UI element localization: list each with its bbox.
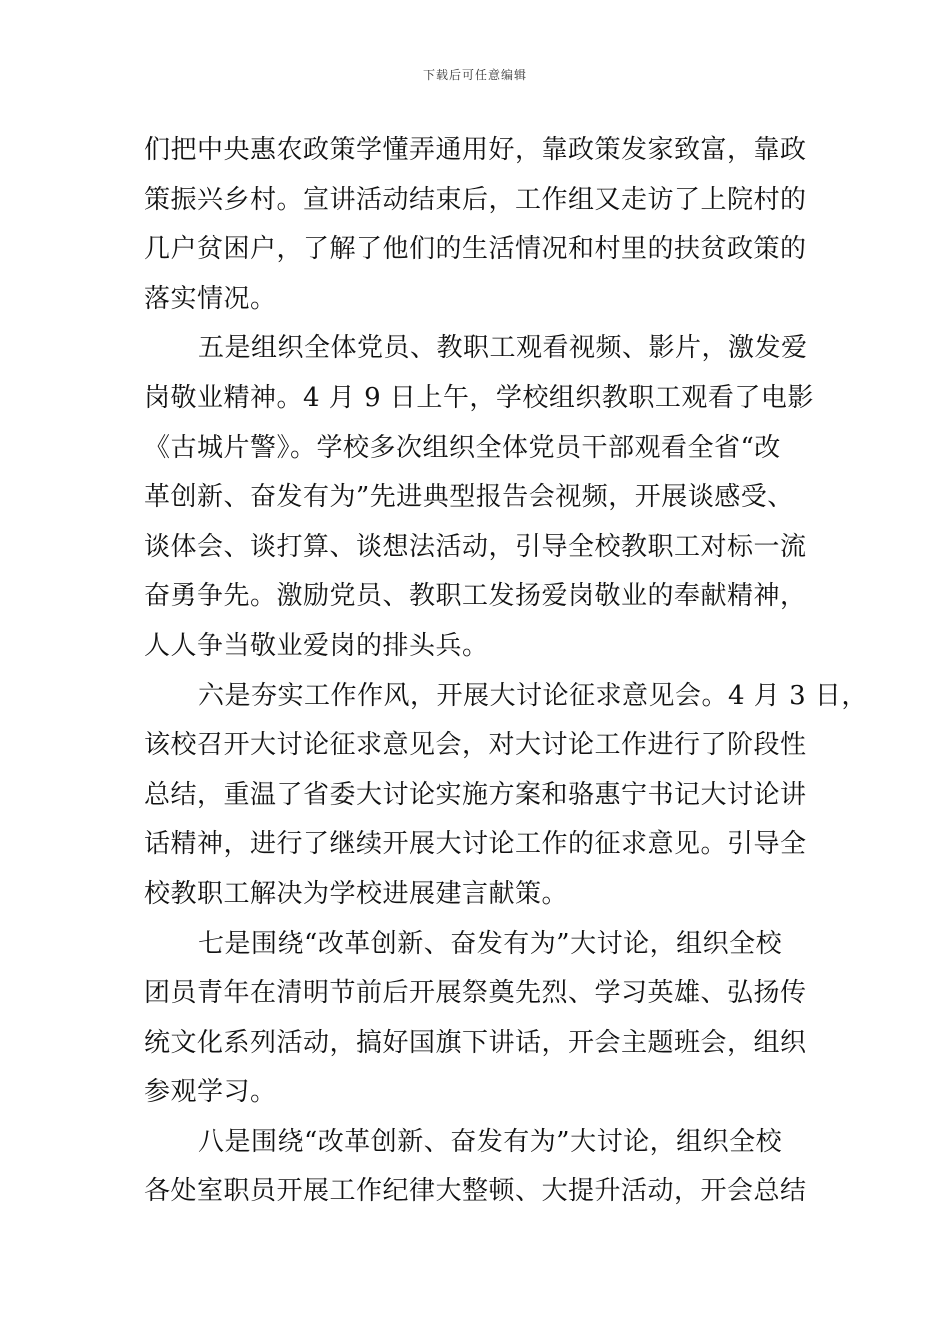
text-line: 话精神，进行了继续开展大讨论工作的征求意见。引导全 xyxy=(144,829,807,860)
text-line: 岗敬业精神。4 月 9 日上午，学校组织教职工观看了电影 xyxy=(144,382,814,413)
text-line: 几户贫困户，了解了他们的生活情况和村里的扶贫政策的 xyxy=(144,234,807,265)
text-line: 团员青年在清明节前后开展祭奠先烈、学习英雄、弘扬传 xyxy=(144,978,807,1009)
text-line: 们把中央惠农政策学懂弄通用好，靠政策发家致富，靠政 xyxy=(144,135,807,165)
text-line: 革创新、奋发有为”先进典型报告会视频，开展谈感受、 xyxy=(144,482,794,513)
text-line: 该校召开大讨论征求意见会，对大讨论工作进行了阶段性 xyxy=(144,730,807,761)
text-line: 谈体会、谈打算、谈想法活动，引导全校教职工对标一流 xyxy=(144,531,807,562)
text-line: 策振兴乡村。宣讲活动结束后，工作组又走访了上院村的 xyxy=(144,184,807,215)
page-header-note: 下载后可任意编辑 xyxy=(422,68,527,82)
text-line: 落实情况。 xyxy=(144,283,277,314)
paragraph-first-line: 七是围绕“改革创新、奋发有为”大讨论，组织全校 xyxy=(198,928,783,959)
text-line: 《古城片警》。学校多次组织全体党员干部观看全省“改 xyxy=(144,432,781,463)
document-body xyxy=(144,126,868,1217)
text-line: 校教职工解决为学校进展建言献策。 xyxy=(144,878,569,909)
paragraph-first-line: 六是夯实工作作风，开展大讨论征求意见会。4 月 3 日， xyxy=(198,680,868,711)
text-line: 参观学习。 xyxy=(144,1077,277,1108)
text-line: 人人争当敬业爱岗的排头兵。 xyxy=(144,630,489,661)
text-line: 统文化系列活动，搞好国旗下讲话，开会主题班会，组织 xyxy=(144,1027,807,1058)
paragraph-first-line: 八是围绕“改革创新、奋发有为”大讨论，组织全校 xyxy=(198,1126,783,1157)
text-line: 奋勇争先。激励党员、教职工发扬爱岗敬业的奉献精神， xyxy=(144,581,807,612)
paragraph-first-line: 五是组织全体党员、教职工观看视频、影片，激发爱 xyxy=(198,333,808,364)
text-line: 总结，重温了省委大讨论实施方案和骆惠宁书记大讨论讲 xyxy=(144,779,807,810)
text-line: 各处室职员开展工作纪律大整顿、大提升活动，开会总结 xyxy=(144,1176,807,1207)
